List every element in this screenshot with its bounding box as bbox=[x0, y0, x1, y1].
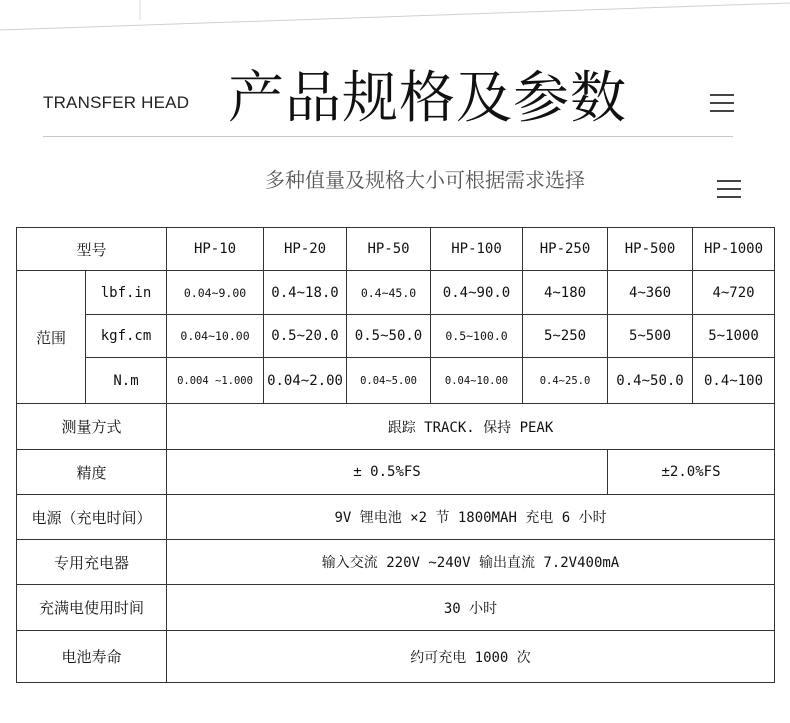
top-divider-line bbox=[0, 0, 790, 40]
menu-icon[interactable] bbox=[717, 180, 741, 200]
model-cell: HP-100 bbox=[431, 228, 523, 271]
range-cell: 0.4~50.0 bbox=[608, 358, 693, 404]
model-cell: HP-250 bbox=[523, 228, 608, 271]
range-cell: 0.04~5.00 bbox=[347, 358, 431, 404]
range-cell: 0.5~100.0 bbox=[431, 315, 523, 358]
table-row bbox=[17, 228, 775, 271]
range-cell: 0.04~10.00 bbox=[431, 358, 523, 404]
battery-life-label: 电池寿命 bbox=[17, 631, 167, 683]
accuracy-value-a: ± 0.5%FS bbox=[167, 450, 608, 495]
range-cell: 0.4~100 bbox=[693, 358, 775, 404]
table-row bbox=[17, 540, 775, 585]
measure-mode-value: 跟踪 TRACK. 保持 PEAK bbox=[167, 404, 775, 450]
model-cell: HP-1000 bbox=[693, 228, 775, 271]
range-cell: 0.4~45.0 bbox=[347, 271, 431, 315]
full-charge-value: 30 小时 bbox=[167, 585, 775, 631]
range-cell: 4~720 bbox=[693, 271, 775, 315]
section-label: TRANSFER HEAD bbox=[43, 93, 190, 112]
range-cell: 4~360 bbox=[608, 271, 693, 315]
range-cell: 0.04~2.00 bbox=[264, 358, 347, 404]
range-cell: 4~180 bbox=[523, 271, 608, 315]
model-cell: HP-20 bbox=[264, 228, 347, 271]
table-row bbox=[17, 271, 775, 315]
unit-cell: N.m bbox=[86, 358, 167, 404]
model-cell: HP-500 bbox=[608, 228, 693, 271]
measure-mode-label: 测量方式 bbox=[17, 404, 167, 450]
range-cell: 0.4~18.0 bbox=[264, 271, 347, 315]
table-row bbox=[17, 358, 775, 404]
power-value: 9V 锂电池 ×2 节 1800MAH 充电 6 小时 bbox=[167, 495, 775, 540]
table-row bbox=[17, 404, 775, 450]
table-row bbox=[17, 450, 775, 495]
table-row bbox=[17, 585, 775, 631]
unit-cell: kgf.cm bbox=[86, 315, 167, 358]
range-cell: 5~500 bbox=[608, 315, 693, 358]
range-header: 范围 bbox=[17, 271, 86, 404]
accuracy-label: 精度 bbox=[17, 450, 167, 495]
spec-table bbox=[16, 227, 775, 683]
full-charge-label: 充满电使用时间 bbox=[17, 585, 167, 631]
accuracy-value-b: ±2.0%FS bbox=[608, 450, 775, 495]
table-row bbox=[17, 315, 775, 358]
page-subtitle: 多种值量及规格大小可根据需求选择 bbox=[265, 168, 585, 192]
range-cell: 0.4~25.0 bbox=[523, 358, 608, 404]
page-title: 产品规格及参数 bbox=[228, 66, 627, 131]
power-label: 电源（充电时间） bbox=[17, 495, 167, 540]
title-divider bbox=[43, 136, 733, 137]
range-cell: 0.4~90.0 bbox=[431, 271, 523, 315]
charger-value: 输入交流 220V ~240V 输出直流 7.2V400mA bbox=[167, 540, 775, 585]
range-cell: 0.04~9.00 bbox=[167, 271, 264, 315]
range-cell: 5~1000 bbox=[693, 315, 775, 358]
range-cell: 0.5~20.0 bbox=[264, 315, 347, 358]
unit-cell: lbf.in bbox=[86, 271, 167, 315]
range-cell: 0.04~10.00 bbox=[167, 315, 264, 358]
table-row bbox=[17, 495, 775, 540]
menu-icon[interactable] bbox=[710, 94, 734, 114]
model-header: 型号 bbox=[17, 228, 167, 271]
range-cell: 0.004 ~1.000 bbox=[167, 358, 264, 404]
range-cell: 5~250 bbox=[523, 315, 608, 358]
battery-life-value: 约可充电 1000 次 bbox=[167, 631, 775, 683]
table-row bbox=[17, 631, 775, 683]
model-cell: HP-10 bbox=[167, 228, 264, 271]
range-cell: 0.5~50.0 bbox=[347, 315, 431, 358]
model-cell: HP-50 bbox=[347, 228, 431, 271]
charger-label: 专用充电器 bbox=[17, 540, 167, 585]
